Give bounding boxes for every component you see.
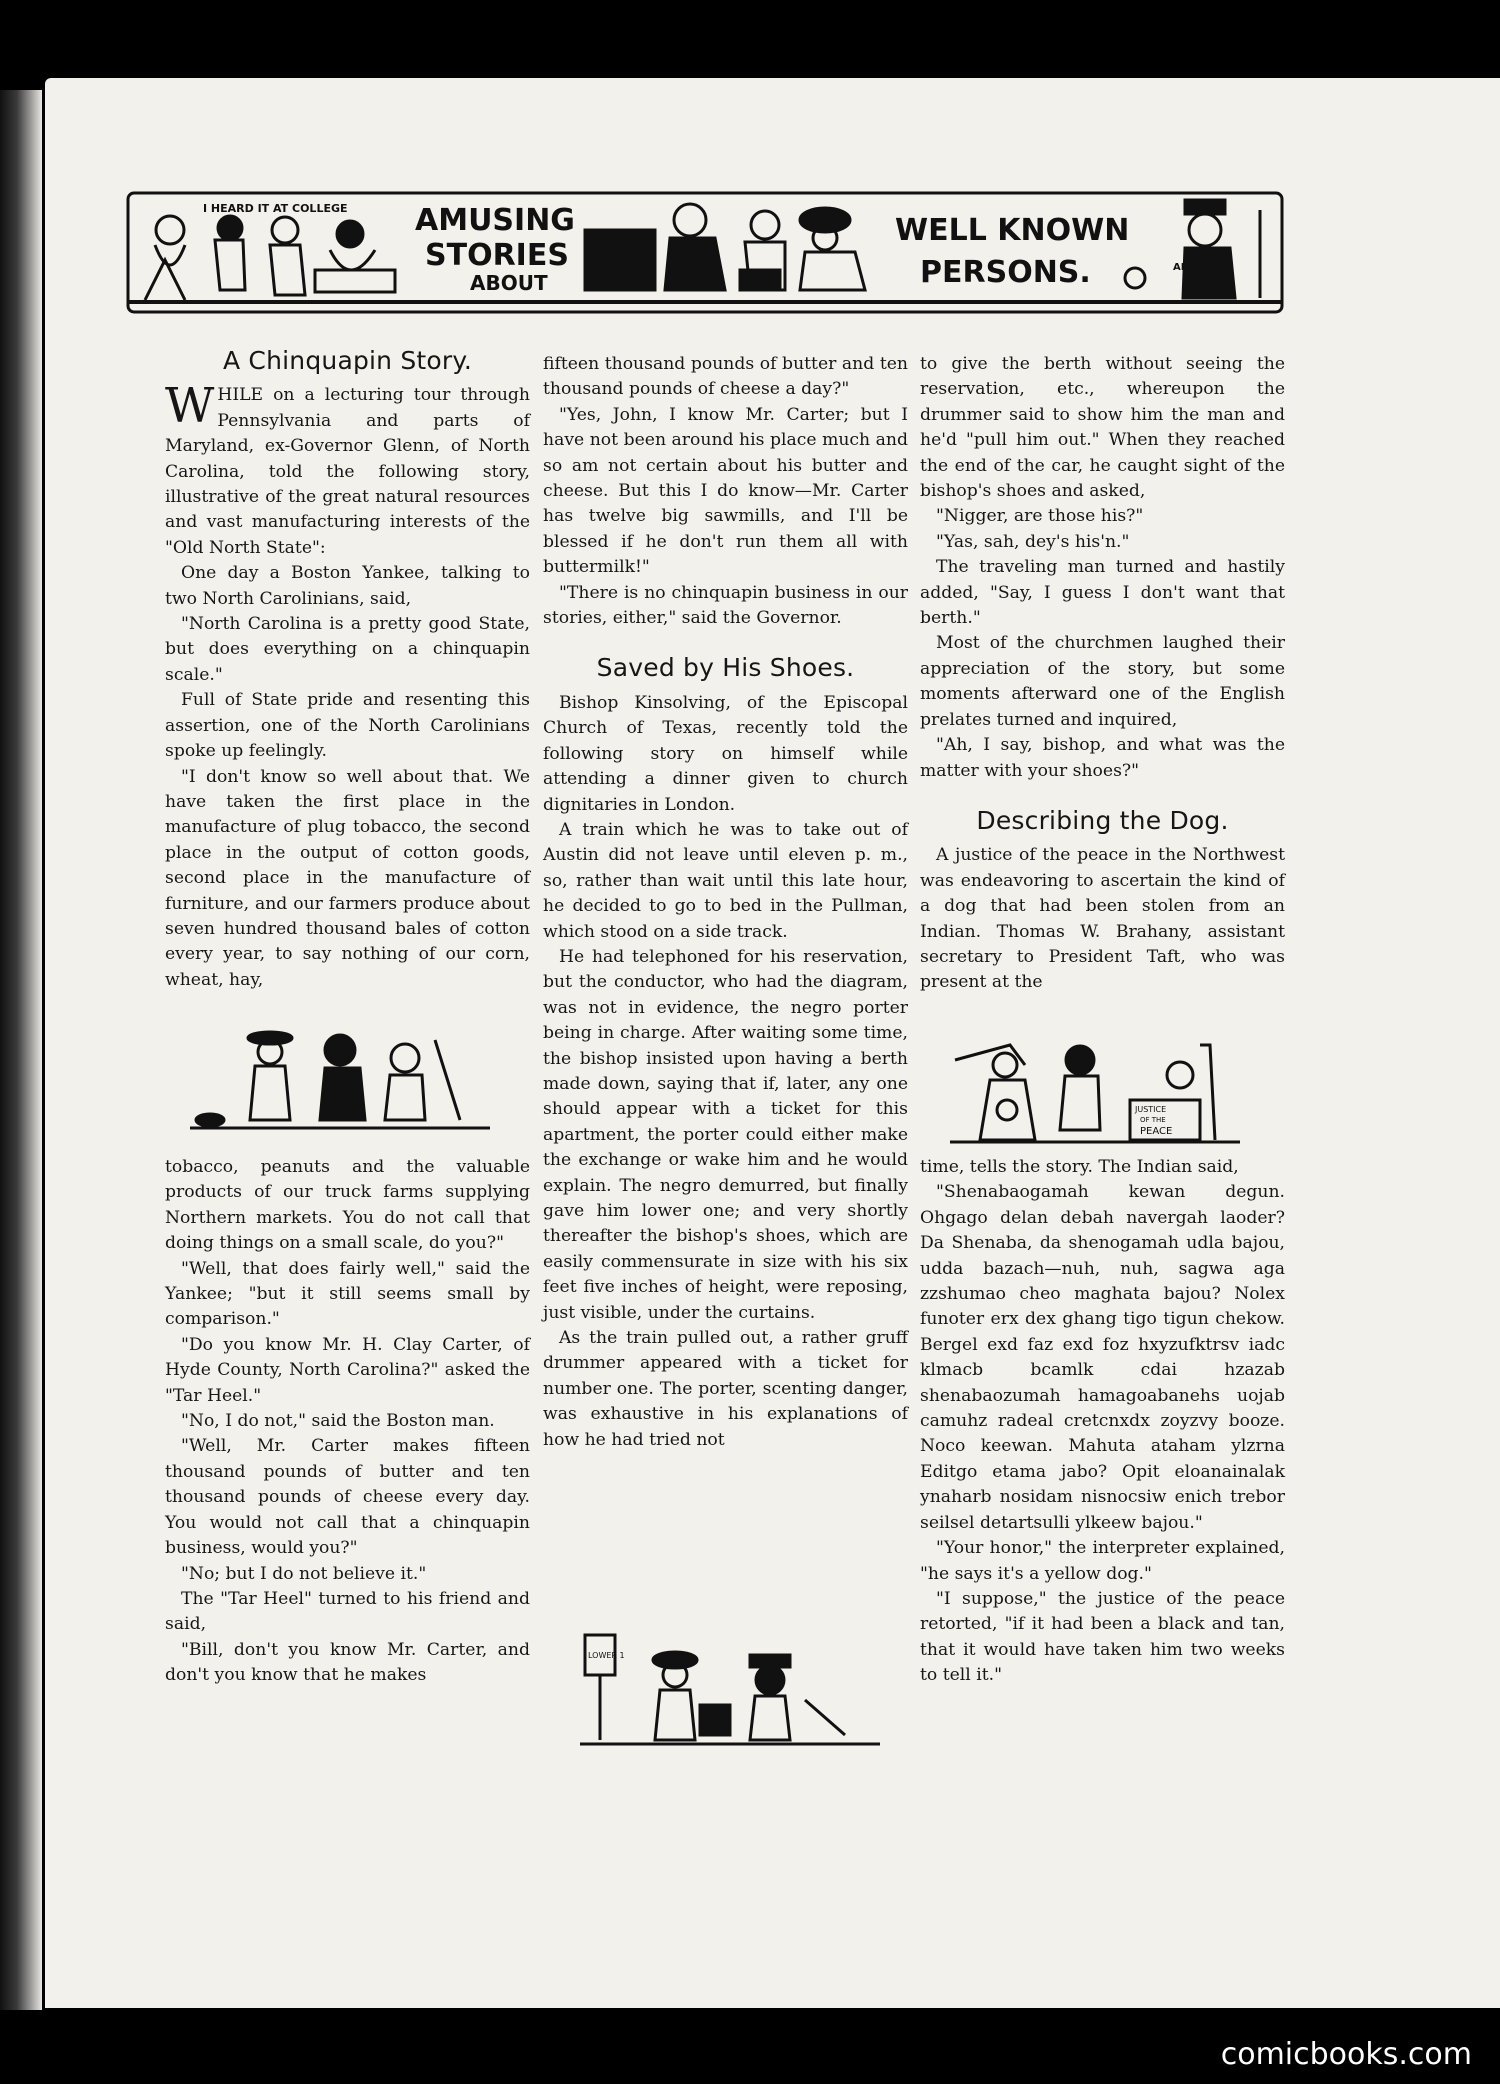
paragraph: "Yes, John, I know Mr. Carter; but I have not been around his place much and so am not certain about his butter and cheese. But this I do know—Mr. Carter has twelve big sawmills, and I'll be blessed if he don't run them all with buttermilk!" — [543, 404, 908, 578]
paragraph: "I suppose," the justice of the peace retorted, "if it had been a black and tan, that it would have taken him two weeks to tell it." — [920, 1588, 1285, 1686]
illustration-three-men — [190, 1020, 490, 1135]
column-1-continued — [165, 1155, 530, 1689]
desk-label-peace: PEACE — [1140, 1126, 1173, 1137]
paragraph: to give the berth without seeing the reservation, etc., whereupon the drummer said to show him the man and he'd "pull him out." When they reached the end of the car, he caught sight of the bishop's shoes and asked, — [920, 354, 1285, 502]
paragraph: "Shenabaogamah kewan degun. Ohgago delan debah navergah laoder? Da Shenaba, da shenogamah udla bajou, udda bazach—nuh, nuh, sagwa aga zzshumao cheo maghata bajou? Nolex funoter erx dex ghang tigo tigun chekow. Bergel exd faz exd foz hxyzufktrsv iadc klmacb bcamlk cdai hzazab shenabaozumah hamagoabanehs uojab camuhz radeal cretcnxdx zoyzvy booze. Noco keewan. Mahuta ataham ylzrna Editgo etama jabo? Opit eloanainalak ynaharb nosidam nisnocsiw enich trebor seilsel detartsulli ylkeew bajou." — [920, 1182, 1285, 1533]
paragraph: Full of State pride and resenting this assertion, one of the North Carolinians spoke up feelingly. — [165, 690, 530, 762]
heading-describing-the-dog: Describing the Dog. — [976, 805, 1229, 835]
paragraph: "Well, Mr. Carter makes fifteen thousand pounds of butter and ten thousand pounds of cheese every day. You would not call that a chinquapin business, would you?" — [165, 1436, 530, 1559]
paragraph: "No; but I do not believe it." — [181, 1563, 427, 1584]
desk-label-ofthe: OF THE — [1140, 1116, 1166, 1124]
desk-label-justice: JUSTICE — [1135, 1105, 1167, 1114]
paragraph: fifteen thousand pounds of butter and ten thousand pounds of cheese a day?" — [543, 354, 908, 400]
banner-title-persons: PERSONS. — [920, 255, 1091, 290]
header-banner — [125, 190, 1285, 315]
column-3-continued — [920, 1155, 1285, 1689]
paragraph: "Bill, don't you know Mr. Carter, and don't you know that he makes — [165, 1639, 530, 1686]
paragraph: He had telephoned for his reservation, but the conductor, who had the diagram, was not in evidence, the negro porter being in charge. After waiting some time, the bishop insisted upon having a berth made down, saying that if, later, any one should appear with a ticket for this apartment, the porter could either make the exchange or wake him and he would explain. The negro demurred, but finally gave him lower one; and very shortly thereafter the bishop's shoes, which are easily commensurate in size with his six feet five inches of height, were reposing, just visible, under the curtains. — [543, 946, 908, 1323]
banner-title-stories: STORIES — [425, 238, 569, 273]
heading-saved-by-his-shoes: Saved by His Shoes. — [596, 653, 855, 683]
column-1 — [165, 348, 530, 993]
banner-title-about: ABOUT — [470, 271, 548, 295]
column-2 — [543, 352, 908, 1453]
porter-drummer-cartoon-icon — [580, 1630, 880, 1750]
paragraph: "Ah, I say, bishop, and what was the matter with your shoes?" — [920, 735, 1285, 781]
banner-title-amusing: AMUSING — [415, 203, 575, 238]
banner-middle-scene-icon — [585, 204, 865, 290]
banner-left-figures-icon — [145, 216, 395, 300]
paragraph: The "Tar Heel" turned to his friend and said, — [165, 1588, 530, 1635]
banner-heard-label: I HEARD IT AT COLLEGE — [203, 202, 348, 215]
banner-conductor-figure-icon — [1125, 200, 1260, 298]
paragraph: "Yas, sah, dey's his'n." — [936, 531, 1130, 552]
banner-illustration — [125, 190, 1285, 315]
column-3 — [920, 352, 1285, 996]
paragraph: tobacco, peanuts and the valuable products of our truck farms supplying Northern markets. You do not call that doing things on a small scale, do you?" — [165, 1157, 530, 1254]
paragraph: A justice of the peace in the Northwest was endeavoring to ascertain the kind of a dog that had been stolen from an Indian. Thomas W. Brahany, assistant secretary to President Taft, who was present at the — [920, 845, 1285, 993]
lower-one-sign: LOWER 1 — [588, 1651, 625, 1660]
banner-allout-label: ALL OUT! — [1173, 262, 1225, 273]
banner-title-well-known: WELL KNOWN — [895, 213, 1130, 248]
paragraph: "I don't know so well about that. We have taken the first place in the manufacture of plug tobacco, the second place in the output of cotton goods, second place in the manufacture of furniture, and our farmers produce about seven hundred thousand bales of cotton every year, to say nothing of our corn, wheat, hay, — [165, 766, 530, 990]
illustration-justice-of-peace — [950, 1030, 1240, 1145]
paragraph: WHILE on a lecturing tour through Pennsylvania and parts of Maryland, ex-Governor Glenn, of North Carolina, told the following story, illustrative of the great natural resources and vast manufacturing interests of the "Old North State": — [165, 378, 530, 558]
paragraph: "North Carolina is a pretty good State, but does everything on a chinquapin scale." — [165, 614, 530, 685]
paragraph: Bishop Kinsolving, of the Episcopal Church of Texas, recently told the following story on himself while attending a dinner given to church dignitaries in London. — [543, 692, 908, 815]
heading-chinquapin-story: A Chinquapin Story. — [222, 346, 472, 375]
paragraph: As the train pulled out, a rather gruff drummer appeared with a ticket for number one. The porter, scenting danger, was exhaustive in his explanations of how he had tried not — [543, 1328, 908, 1450]
paragraph: "Do you know Mr. H. Clay Carter, of Hyde County, North Carolina?" asked the "Tar Heel." — [165, 1334, 530, 1406]
paragraph: One day a Boston Yankee, talking to two North Carolinians, said, — [165, 563, 530, 609]
paragraph: "Your honor," the interpreter explained, "he says it's a yellow dog." — [920, 1538, 1285, 1584]
paragraph: Most of the churchmen laughed their appreciation of the story, but some moments afterward one of the English prelates turned and inquired, — [920, 633, 1285, 730]
paragraph: A train which he was to take out of Austin did not leave until eleven p. m., so, rather than wait until this late hour, he decided to go to bed in the Pullman, which stood on a side track. — [543, 819, 908, 942]
drop-cap: W — [165, 378, 215, 435]
paragraph: "Nigger, are those his?" — [936, 506, 1144, 527]
paragraph: The traveling man turned and hastily added, "Say, I guess I don't want that berth." — [920, 557, 1285, 629]
watermark: comicbooks.com — [1220, 2037, 1472, 2072]
illustration-porter-drummer — [580, 1630, 880, 1750]
paragraph: "There is no chinquapin business in our stories, either," said the Governor. — [543, 582, 908, 629]
paragraph: "No, I do not," said the Boston man. — [181, 1411, 495, 1432]
paragraph: "Well, that does fairly well," said the Yankee; "but it still seems small by comparison." — [165, 1258, 530, 1330]
book-spine — [0, 90, 42, 2010]
justice-indian-cartoon-icon — [950, 1030, 1240, 1145]
paragraph: time, tells the story. The Indian said, — [920, 1157, 1239, 1177]
three-men-cartoon-icon — [190, 1020, 490, 1135]
